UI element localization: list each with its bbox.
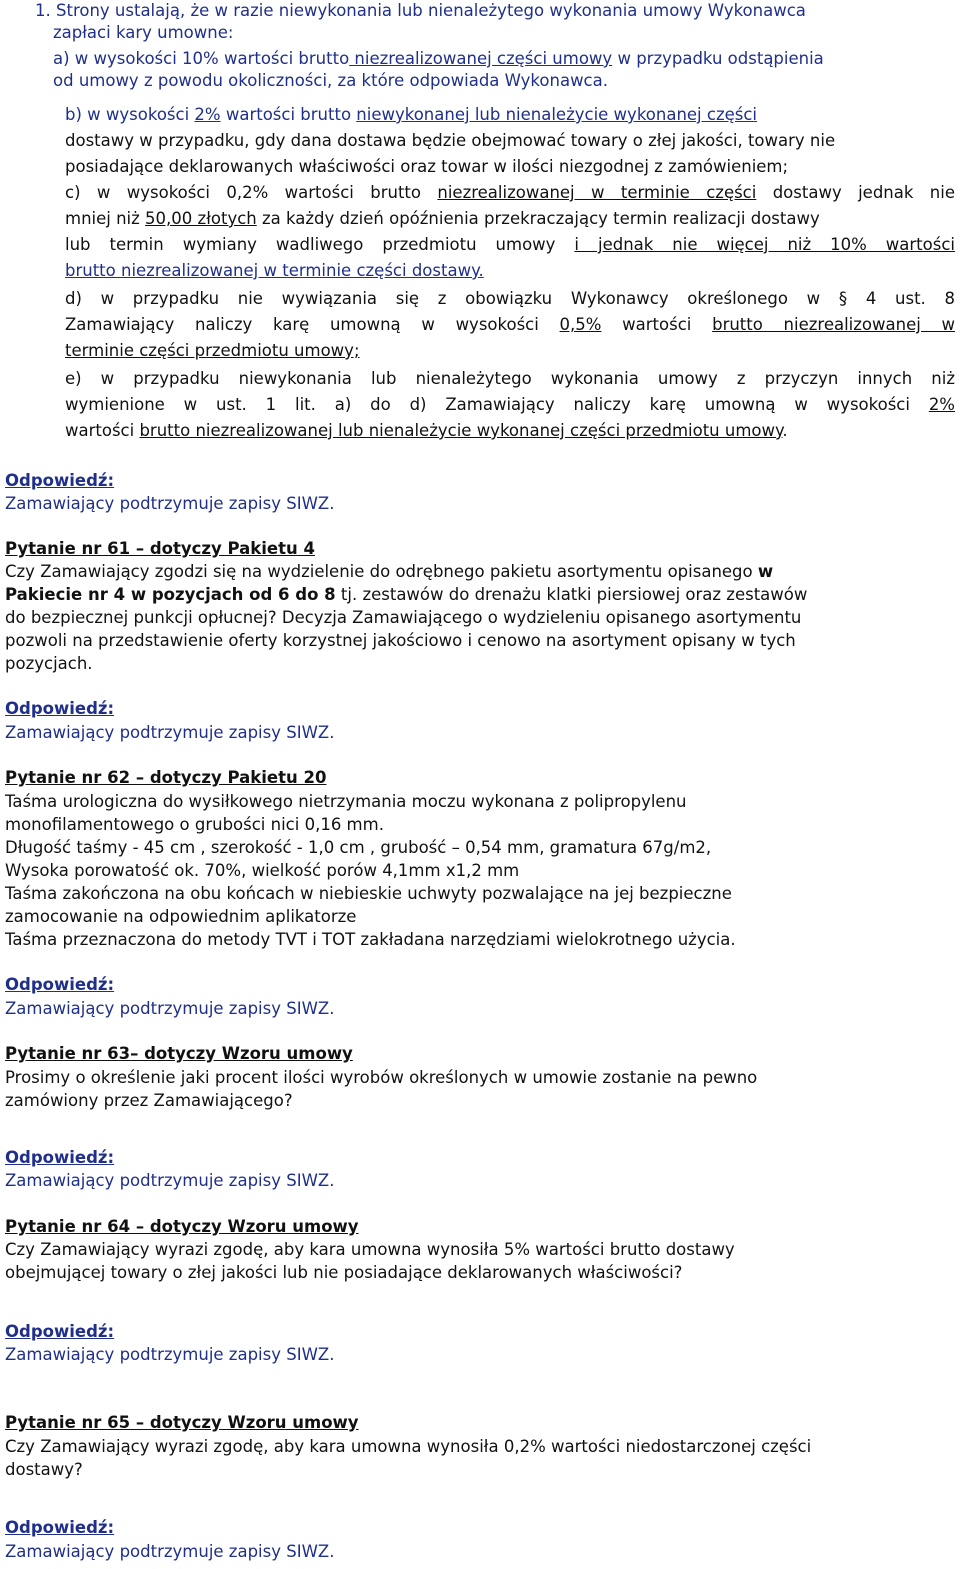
penalty-d-underlined: brutto niezrealizowanej w — [712, 315, 956, 334]
question-61-title: Pytanie nr 61 – dotyczy Pakietu 4 — [5, 539, 315, 558]
answer-label-64: Odpowiedź: — [5, 1322, 115, 1341]
q61-bold: w — [757, 562, 774, 581]
intro-line-1 — [35, 0, 806, 22]
penalty-e-text-2: wartości — [65, 421, 140, 440]
question-62-line: Taśma przeznaczona do metody TVT i TOT zakładana narzędziami wielokrotnego użycia. — [5, 930, 736, 949]
question-62-line: monofilamentowego o grubości nici 0,16 mm. — [5, 815, 384, 834]
question-62-line: zamocowanie na odpowiednim aplikatorze — [5, 907, 357, 926]
answer-label-63: Odpowiedź: — [5, 1148, 115, 1167]
question-62-line: Wysoka porowatość ok. 70%, wielkość porów 4,1mm x1,2 mm — [5, 861, 520, 880]
question-61-line-5: pozycjach. — [5, 654, 93, 673]
penalty-c-text-4: za każdy dzień opóźnienia przekraczający termin realizacji dostawy — [256, 209, 820, 228]
answer-text-1: Zamawiający podtrzymuje zapisy SIWZ. — [5, 494, 335, 513]
intro-text: Strony ustalają, że w razie niewykonania lub nienależytego wykonania umowy Wykonawca — [56, 1, 806, 20]
penalty-b-line-2: dostawy w przypadku, gdy dana dostawa będzie obejmować towary o złej jakości, towary nie — [65, 131, 836, 150]
question-65-line: Czy Zamawiający wyrazi zgodę, aby kara umowna wynosiła 0,2% wartości niedostarczonej części — [5, 1437, 812, 1456]
penalty-b-percent: 2% — [194, 105, 221, 124]
question-61-line-3: do bezpiecznej punkcji opłucnej? Decyzja Zamawiającego o wydzieleniu opisanego asortymentu — [5, 608, 802, 627]
penalty-e-period: . — [782, 421, 788, 440]
penalty-b-underlined: niewykonanej lub nienależycie wykonanej części — [356, 105, 758, 124]
penalty-c-line-4: brutto niezrealizowanej w terminie części dostawy. — [65, 261, 484, 280]
question-63-title: Pytanie nr 63– dotyczy Wzoru umowy — [5, 1044, 353, 1063]
question-62-line: Taśma urologiczna do wysiłkowego nietrzymania moczu wykonana z polipropylenu — [5, 792, 687, 811]
answer-text-65: Zamawiający podtrzymuje zapisy SIWZ. — [5, 1542, 335, 1561]
penalty-e-text: wymienione w ust. 1 lit. a) do d) Zamawiający naliczy karę umowną w wysokości — [65, 395, 929, 414]
answer-label-1: Odpowiedź: — [5, 471, 115, 490]
penalty-c-underlined: niezrealizowanej w terminie części — [437, 183, 757, 202]
penalty-c-text-5: lub termin wymiany wadliwego przedmiotu umowy — [65, 235, 575, 254]
question-62-title: Pytanie nr 62 – dotyczy Pakietu 20 — [5, 768, 327, 787]
penalty-d-line-2 — [65, 314, 955, 336]
penalty-c-line-2 — [65, 208, 820, 230]
penalty-b-text-2: wartości brutto — [220, 105, 357, 124]
penalty-e-percent: 2% — [928, 395, 955, 414]
penalty-c-underlined-2: i jednak nie więcej niż 10% wartości — [574, 235, 955, 254]
penalty-c-text-2: dostawy jednak nie — [756, 183, 955, 202]
penalty-e-line-2 — [65, 394, 955, 416]
penalty-e-underlined: brutto niezrealizowanej lub nienależycie wykonanej części przedmiotu umowy — [139, 421, 783, 440]
question-65-title: Pytanie nr 65 – dotyczy Wzoru umowy — [5, 1413, 359, 1432]
penalty-c-amount: 50,00 złotych — [145, 209, 257, 228]
penalty-d-percent: 0,5% — [559, 315, 602, 334]
penalty-b-text: b) w wysokości — [65, 105, 195, 124]
penalty-a-line-1 — [53, 48, 824, 70]
answer-text-62: Zamawiający podtrzymuje zapisy SIWZ. — [5, 999, 335, 1018]
question-63-line: zamówiony przez Zamawiającego? — [5, 1091, 293, 1110]
penalty-d-line-1: d) w przypadku nie wywiązania się z obowiązku Wykonawcy określonego w § 4 ust. 8 — [65, 289, 955, 308]
penalty-c-line-1 — [65, 182, 955, 204]
penalty-a-underlined: niezrealizowanej części umowy — [349, 49, 613, 68]
penalty-c-text-3: mniej niż — [65, 209, 146, 228]
answer-label-62: Odpowiedź: — [5, 975, 115, 994]
penalty-c-line-3 — [65, 234, 955, 256]
penalty-e-line-1: e) w przypadku niewykonania lub nienależytego wykonania umowy z przyczyn innych niż — [65, 369, 955, 388]
q61-bold-2: Pakiecie nr 4 w pozycjach od 6 do 8 — [5, 585, 336, 604]
penalty-d-text: Zamawiający naliczy karę umowną w wysokości — [65, 315, 560, 334]
penalty-a-text: a) w wysokości 10% wartości brutto — [53, 49, 350, 68]
question-64-line: Czy Zamawiający wyrazi zgodę, aby kara umowna wynosiła 5% wartości brutto dostawy — [5, 1240, 735, 1259]
answer-text-63: Zamawiający podtrzymuje zapisy SIWZ. — [5, 1171, 335, 1190]
answer-label-61: Odpowiedź: — [5, 699, 115, 718]
penalty-c-text: c) w wysokości 0,2% wartości brutto — [65, 183, 438, 202]
question-62-line: Długość taśmy - 45 cm , szerokość - 1,0 cm , grubość – 0,54 mm, gramatura 67g/m2, — [5, 838, 712, 857]
intro-line-2: zapłaci kary umowne: — [53, 23, 234, 42]
answer-text-64: Zamawiający podtrzymuje zapisy SIWZ. — [5, 1345, 335, 1364]
question-61-line-4: pozwoli na przedstawienie oferty korzystnej jakościowo i cenowo na asortyment opisany w tych — [5, 631, 796, 650]
item-number: 1. — [35, 1, 51, 20]
penalty-a-text-end: w przypadku odstąpienia — [612, 49, 824, 68]
penalty-d-line-3: terminie części przedmiotu umowy; — [65, 341, 360, 360]
question-61-line-1 — [5, 561, 773, 583]
question-64-title: Pytanie nr 64 – dotyczy Wzoru umowy — [5, 1217, 359, 1236]
penalty-a-line-2: od umowy z powodu okoliczności, za które odpowiada Wykonawca. — [53, 71, 608, 90]
penalty-e-line-3 — [65, 420, 788, 442]
question-64-line: obejmującej towary o złej jakości lub nie posiadające deklarowanych właściwości? — [5, 1263, 683, 1282]
penalty-b-line-3: posiadające deklarowanych właściwości oraz towar w ilości niezgodnej z zamówieniem; — [65, 157, 789, 176]
answer-text-61: Zamawiający podtrzymuje zapisy SIWZ. — [5, 723, 335, 742]
penalty-b-line-1 — [65, 104, 757, 126]
q61-text-2: tj. zestawów do drenażu klatki piersiowej oraz zestawów — [335, 585, 808, 604]
answer-label-65: Odpowiedź: — [5, 1518, 115, 1537]
question-65-line: dostawy? — [5, 1460, 83, 1479]
q61-text: Czy Zamawiający zgodzi się na wydzielenie do odrębnego pakietu asortymentu opisanego — [5, 562, 758, 581]
question-62-line: Taśma zakończona na obu końcach w niebieskie uchwyty pozwalające na jej bezpieczne — [5, 884, 732, 903]
penalty-d-text-2: wartości — [601, 315, 713, 334]
question-61-line-2 — [5, 584, 807, 606]
question-63-line: Prosimy o określenie jaki procent ilości wyrobów określonych w umowie zostanie na pewno — [5, 1068, 758, 1087]
